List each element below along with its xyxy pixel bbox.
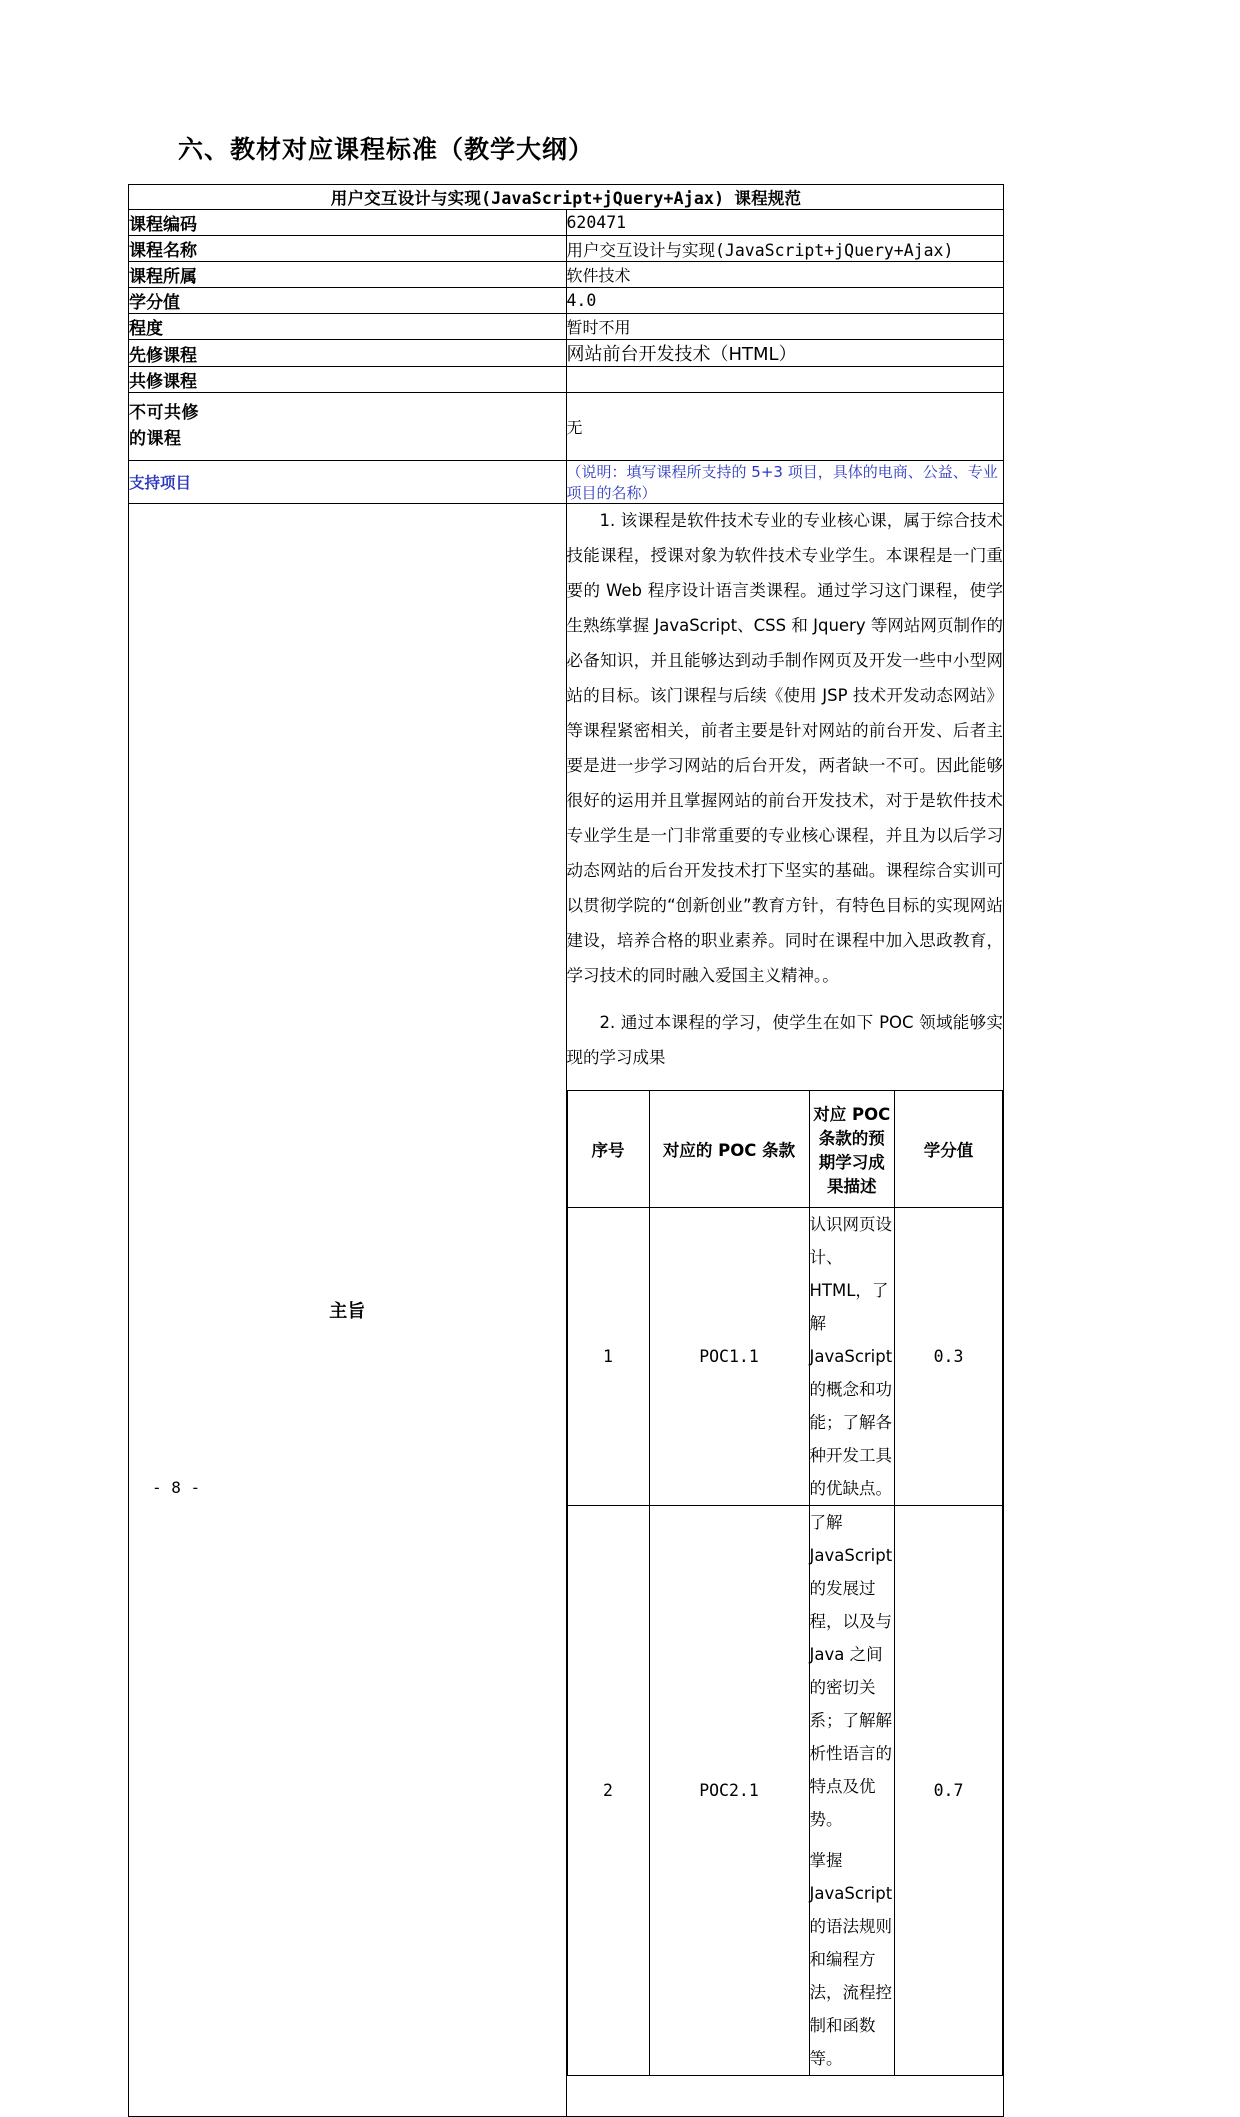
course-spec-table	[128, 184, 1004, 2117]
purpose-bottom-spacer	[567, 2076, 1004, 2116]
poc-header-no: 序号	[567, 1090, 649, 1207]
table-row-course-code	[129, 210, 1004, 236]
poc-row-2-no: 2	[567, 1505, 649, 2075]
value-exclusion: 无	[566, 393, 1004, 461]
page-title: 六、教材对应课程标准（教学大纲）	[178, 135, 595, 164]
poc-header-row	[567, 1090, 1003, 1207]
label-level: 程度	[129, 314, 567, 340]
poc-row-2-credit: 0.7	[895, 1505, 1003, 2075]
label-exclusion-line1: 不可共修	[129, 403, 199, 423]
purpose-paragraph-2: 2. 通过本课程的学习，使学生在如下 POC 领域能够实现的学习成果	[566, 1012, 1003, 1067]
poc-row-2-code: POC2.1	[649, 1505, 809, 2075]
poc-header-code: 对应的 POC 条款	[649, 1090, 809, 1207]
value-course-name: 用户交互设计与实现(JavaScript+jQuery+Ajax)	[566, 236, 1004, 262]
label-corequisite: 共修课程	[129, 367, 567, 393]
label-support-project: 支持项目	[129, 461, 567, 504]
table-row-purpose	[129, 504, 1004, 2117]
table-row-department	[129, 262, 1004, 288]
value-support-project: （说明：填写课程所支持的 5+3 项目，具体的电商、公益、专业项目的名称）	[566, 461, 1004, 504]
label-purpose: 主旨	[129, 504, 567, 2117]
value-purpose	[566, 504, 1004, 2117]
table-caption-row	[129, 185, 1004, 210]
poc-row-1-desc	[809, 1207, 895, 1505]
poc-header-desc: 对应 POC 条款的预期学习成果描述	[809, 1090, 895, 1207]
purpose-paragraph-1: 1. 该课程是软件技术专业的专业核心课，属于综合技术技能课程，授课对象为软件技术专业学生。本课程是一门重要的 Web 程序设计语言类课程。通过学习这门课程，使学生熟练掌握 JavaScript、CSS 和 Jquery 等网站网页制作的必备知识，并且能够达到动手制作网页及开发一些中小型网站的目标。该门课程与后续《使用 JSP 技术开发动态网站》等课程紧密相关，前者主要是针对网站的前台开发、后者主要是进一步学习网站的后台开发，两者缺一不可。因此能够很好的运用并且掌握网站的前台开发技术，对于是软件技术专业学生是一门非常重要的专业核心课程，并且为以后学习动态网站的后台开发技术打下坚实的基础。课程综合实训可以贯彻学院的“创新创业”教育方针，有特色目标的实现网站建设，培养合格的职业素养。同时在课程中加入思政教育，学习技术的同时融入爱国主义精神。。	[566, 511, 1003, 985]
value-prerequisite: 网站前台开发技术（HTML）	[566, 340, 1004, 367]
table-row	[567, 1207, 1003, 1505]
label-prerequisite: 先修课程	[129, 340, 567, 367]
table-caption: 用户交互设计与实现(JavaScript+jQuery+Ajax) 课程规范	[129, 185, 1004, 210]
label-course-code: 课程编码	[129, 210, 567, 236]
page-number: - 8 -	[152, 1478, 201, 1497]
poc-row-1-code: POC1.1	[649, 1207, 809, 1505]
label-course-name: 课程名称	[129, 236, 567, 262]
value-level: 暂时不用	[566, 314, 1004, 340]
label-department: 课程所属	[129, 262, 567, 288]
label-exclusion	[129, 393, 567, 461]
table-row-credits	[129, 288, 1004, 314]
value-course-code: 620471	[566, 210, 1004, 236]
poc-row-1-credit: 0.3	[895, 1207, 1003, 1505]
label-exclusion-line2: 的课程	[129, 428, 182, 449]
table-row-corequisite	[129, 367, 1004, 393]
table-row-course-name	[129, 236, 1004, 262]
poc-outcomes-table	[567, 1090, 1004, 2076]
table-row-prerequisite	[129, 340, 1004, 367]
poc-row-2-desc-line1: 了解 JavaScript 的发展过程，以及与 Java 之间的密切关系；了解解析性语言的特点及优势。	[809, 1512, 893, 1829]
label-credits: 学分值	[129, 288, 567, 314]
value-credits: 4.0	[566, 288, 1004, 314]
table-row-exclusion	[129, 393, 1004, 461]
value-department: 软件技术	[566, 262, 1004, 288]
poc-row-1-desc-line1: 认识网页设计、HTML，了解 JavaScript 的概念和功能；了解各种开发工具的优缺点。	[809, 1214, 893, 1498]
poc-row-2-desc-line2: 掌握 JavaScript 的语法规则和编程方法，流程控制和函数等。	[809, 1850, 893, 2068]
poc-row-1-no: 1	[567, 1207, 649, 1505]
value-corequisite	[566, 367, 1004, 393]
table-row-level	[129, 314, 1004, 340]
table-row	[567, 1505, 1003, 2075]
table-row-support-project	[129, 461, 1004, 504]
poc-row-2-desc	[809, 1505, 895, 2075]
poc-header-credit: 学分值	[895, 1090, 1003, 1207]
